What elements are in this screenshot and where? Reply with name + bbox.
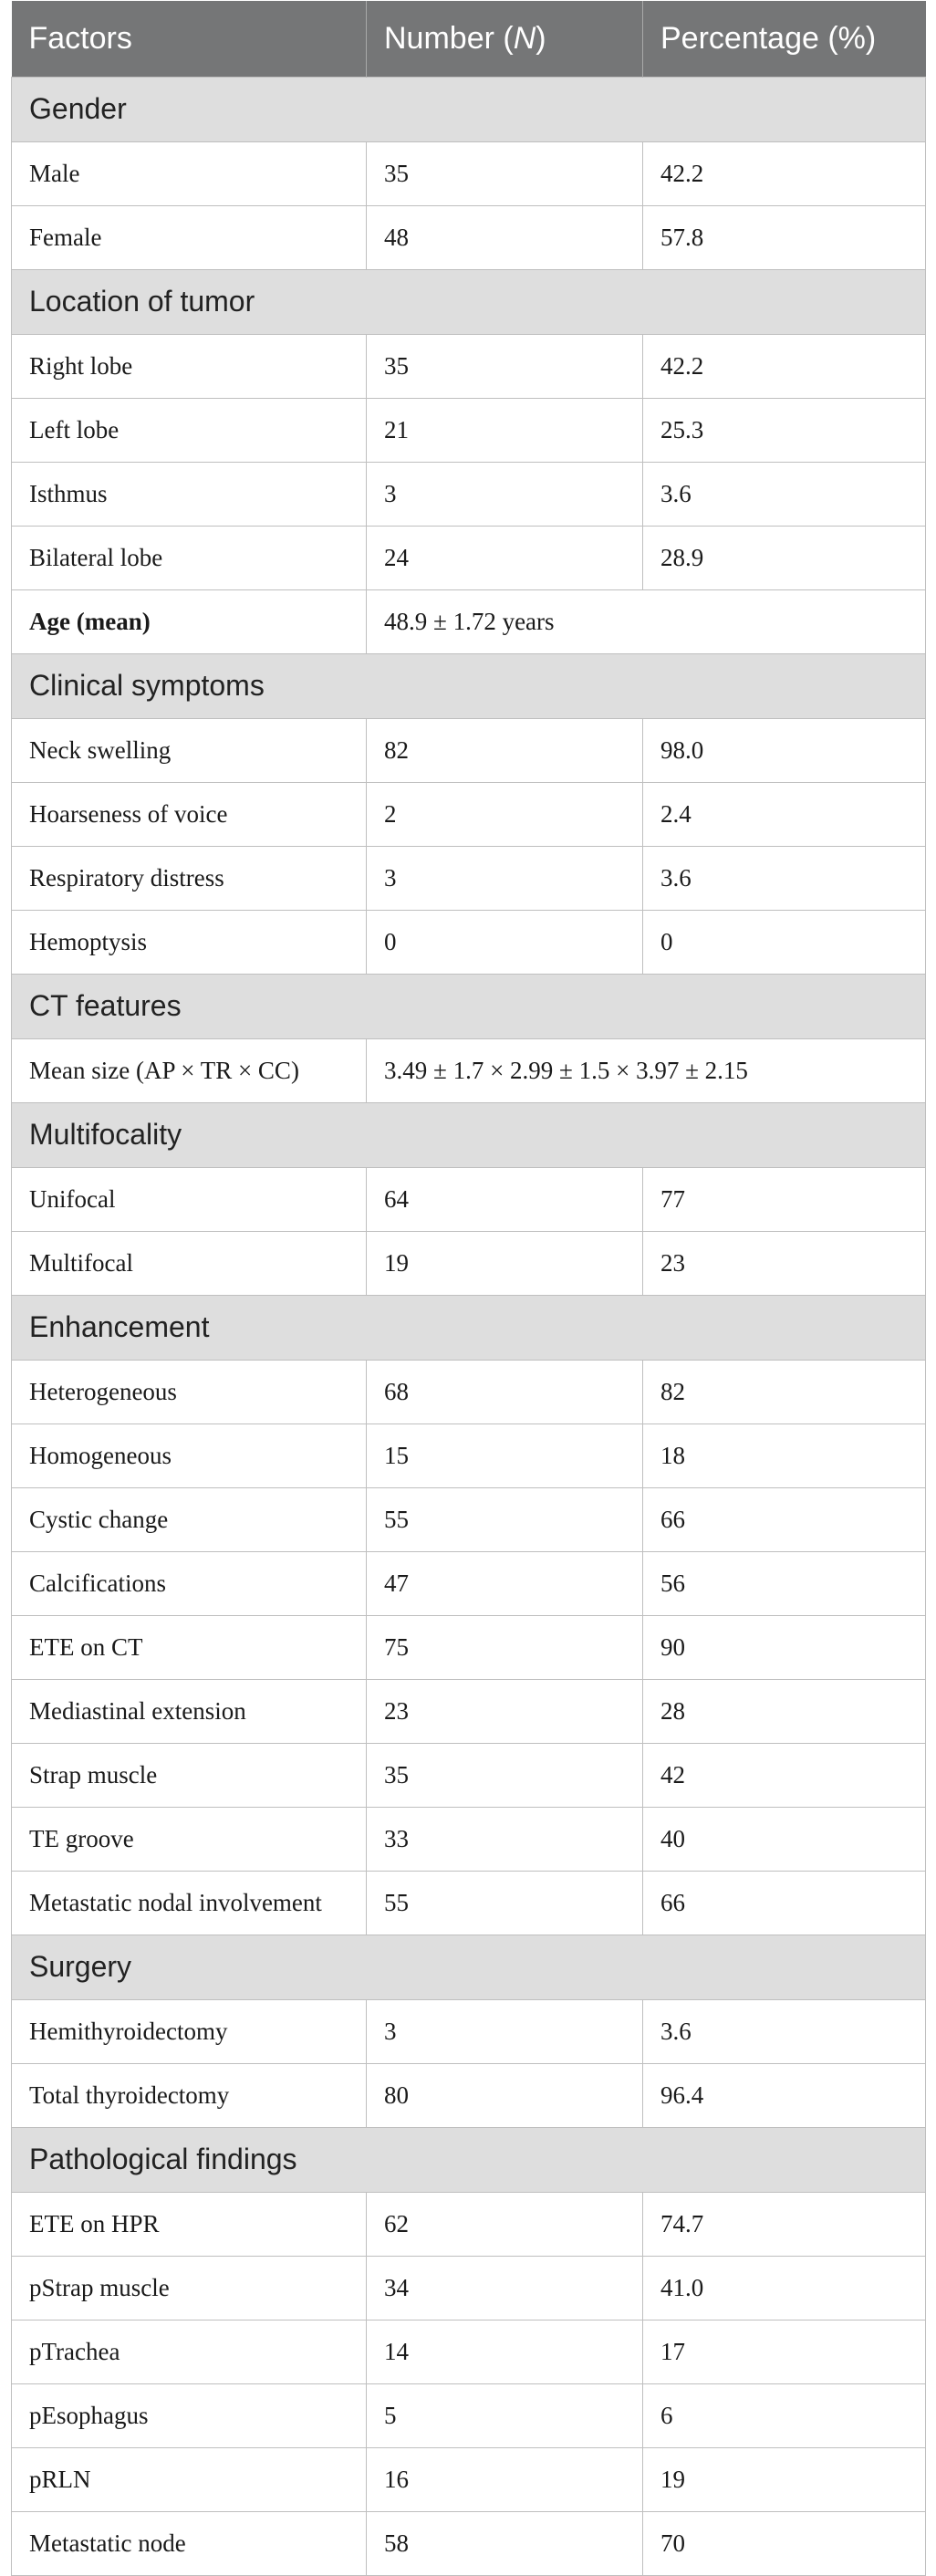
table-row [12,2511,926,2575]
table-row [12,1615,926,1679]
factor-cell: Isthmus [12,462,367,526]
factor-cell: Unifocal [12,1167,367,1231]
factor-cell: ETE on CT [12,1615,367,1679]
table-row [12,141,926,205]
factor-cell: Heterogeneous [12,1360,367,1424]
factor-cell: pRLN [12,2447,367,2511]
number-cell: 55 [367,1871,643,1935]
section-row [12,1102,926,1167]
number-cell: 5 [367,2383,643,2447]
value-cell: 3.49 ± 1.7 × 2.99 ± 1.5 × 3.97 ± 2.15 [367,1038,926,1102]
percent-cell: 66 [643,1487,926,1551]
factor-cell: Calcifications [12,1551,367,1615]
percent-cell: 25.3 [643,398,926,462]
header-number-italic: N [513,20,536,56]
factor-cell: Metastatic node [12,2511,367,2575]
percent-cell: 19 [643,2447,926,2511]
table-row [12,718,926,782]
percent-cell: 82 [643,1360,926,1424]
factors-table [11,1,926,2576]
table-row [12,2256,926,2320]
number-cell: 3 [367,462,643,526]
percent-cell: 40 [643,1807,926,1871]
percent-cell: 42 [643,1743,926,1807]
factor-cell: Cystic change [12,1487,367,1551]
number-cell: 2 [367,782,643,846]
percent-cell: 70 [643,2511,926,2575]
number-cell: 64 [367,1167,643,1231]
percent-cell: 0 [643,910,926,974]
factor-cell: Hoarseness of voice [12,782,367,846]
factor-cell: Right lobe [12,334,367,398]
header-number-prefix: Number ( [384,20,514,56]
factor-cell: Mediastinal extension [12,1679,367,1743]
percent-cell: 18 [643,1424,926,1487]
factor-cell: TE groove [12,1807,367,1871]
percent-cell: 2.4 [643,782,926,846]
table-row [12,526,926,589]
number-cell: 3 [367,846,643,910]
number-cell: 47 [367,1551,643,1615]
percent-cell: 23 [643,1231,926,1295]
section-row [12,77,926,141]
number-cell: 75 [367,1615,643,1679]
factor-cell: Respiratory distress [12,846,367,910]
table-row [12,2192,926,2256]
number-cell: 80 [367,2063,643,2127]
factor-cell: Homogeneous [12,1424,367,1487]
percent-cell: 57.8 [643,205,926,269]
number-cell: 21 [367,398,643,462]
header-factors: Factors [12,1,367,77]
number-cell: 62 [367,2192,643,2256]
factor-cell: Left lobe [12,398,367,462]
section-label: Gender [12,77,926,141]
number-cell: 82 [367,718,643,782]
number-cell: 58 [367,2511,643,2575]
percent-cell: 42.2 [643,334,926,398]
factor-cell: pTrachea [12,2320,367,2383]
factor-cell: pEsophagus [12,2383,367,2447]
number-cell: 23 [367,1679,643,1743]
table-row [12,846,926,910]
percent-cell: 3.6 [643,846,926,910]
percent-cell: 77 [643,1167,926,1231]
section-label: Clinical symptoms [12,653,926,718]
header-number-suffix: ) [536,20,546,56]
table-row [12,1424,926,1487]
section-label: Pathological findings [12,2127,926,2192]
factor-cell: Hemoptysis [12,910,367,974]
table-row [12,2063,926,2127]
percent-cell: 6 [643,2383,926,2447]
table-row [12,782,926,846]
section-row [12,653,926,718]
factor-cell: Neck swelling [12,718,367,782]
section-row [12,269,926,334]
factor-cell: Age (mean) [12,589,367,653]
table-row [12,1999,926,2063]
table-row [12,2383,926,2447]
percent-cell: 28 [643,1679,926,1743]
percent-cell: 41.0 [643,2256,926,2320]
percent-cell: 3.6 [643,462,926,526]
header-row [12,1,926,77]
factor-cell: Mean size (AP × TR × CC) [12,1038,367,1102]
number-cell: 34 [367,2256,643,2320]
table-row [12,462,926,526]
section-label: Surgery [12,1935,926,1999]
number-cell: 35 [367,141,643,205]
number-cell: 68 [367,1360,643,1424]
factor-cell: ETE on HPR [12,2192,367,2256]
number-cell: 3 [367,1999,643,2063]
number-cell: 16 [367,2447,643,2511]
factor-cell: Bilateral lobe [12,526,367,589]
section-label: Multifocality [12,1102,926,1167]
header-number [367,1,643,77]
section-row [12,2127,926,2192]
percent-cell: 42.2 [643,141,926,205]
table-row [12,2320,926,2383]
percent-cell: 74.7 [643,2192,926,2256]
table-row [12,1487,926,1551]
number-cell: 15 [367,1424,643,1487]
table-row [12,1743,926,1807]
number-cell: 19 [367,1231,643,1295]
section-row [12,974,926,1038]
table-row [12,334,926,398]
table-row [12,205,926,269]
factor-cell: Hemithyroidectomy [12,1999,367,2063]
percent-cell: 98.0 [643,718,926,782]
table-row [12,1551,926,1615]
percent-cell: 90 [643,1615,926,1679]
table-row [12,1807,926,1871]
number-cell: 55 [367,1487,643,1551]
value-cell: 48.9 ± 1.72 years [367,589,926,653]
table-body [12,77,926,2575]
section-label: Location of tumor [12,269,926,334]
table-row [12,2447,926,2511]
section-row [12,1935,926,1999]
table-row [12,1167,926,1231]
table-row [12,910,926,974]
factor-cell: Total thyroidectomy [12,2063,367,2127]
number-cell: 24 [367,526,643,589]
percent-cell: 3.6 [643,1999,926,2063]
table-row [12,589,926,653]
number-cell: 0 [367,910,643,974]
header-percentage: Percentage (%) [643,1,926,77]
percent-cell: 66 [643,1871,926,1935]
factor-cell: Metastatic nodal involvement [12,1871,367,1935]
factor-cell: pStrap muscle [12,2256,367,2320]
percent-cell: 56 [643,1551,926,1615]
table-row [12,1231,926,1295]
table-row [12,1360,926,1424]
table-row [12,1038,926,1102]
table-row [12,398,926,462]
percent-cell: 28.9 [643,526,926,589]
factor-cell: Multifocal [12,1231,367,1295]
percent-cell: 96.4 [643,2063,926,2127]
number-cell: 14 [367,2320,643,2383]
factor-cell: Female [12,205,367,269]
number-cell: 35 [367,334,643,398]
section-label: CT features [12,974,926,1038]
section-label: Enhancement [12,1295,926,1360]
factor-cell: Strap muscle [12,1743,367,1807]
percent-cell: 17 [643,2320,926,2383]
number-cell: 35 [367,1743,643,1807]
number-cell: 33 [367,1807,643,1871]
section-row [12,1295,926,1360]
table-row [12,1871,926,1935]
number-cell: 48 [367,205,643,269]
factor-cell: Male [12,141,367,205]
table-row [12,1679,926,1743]
